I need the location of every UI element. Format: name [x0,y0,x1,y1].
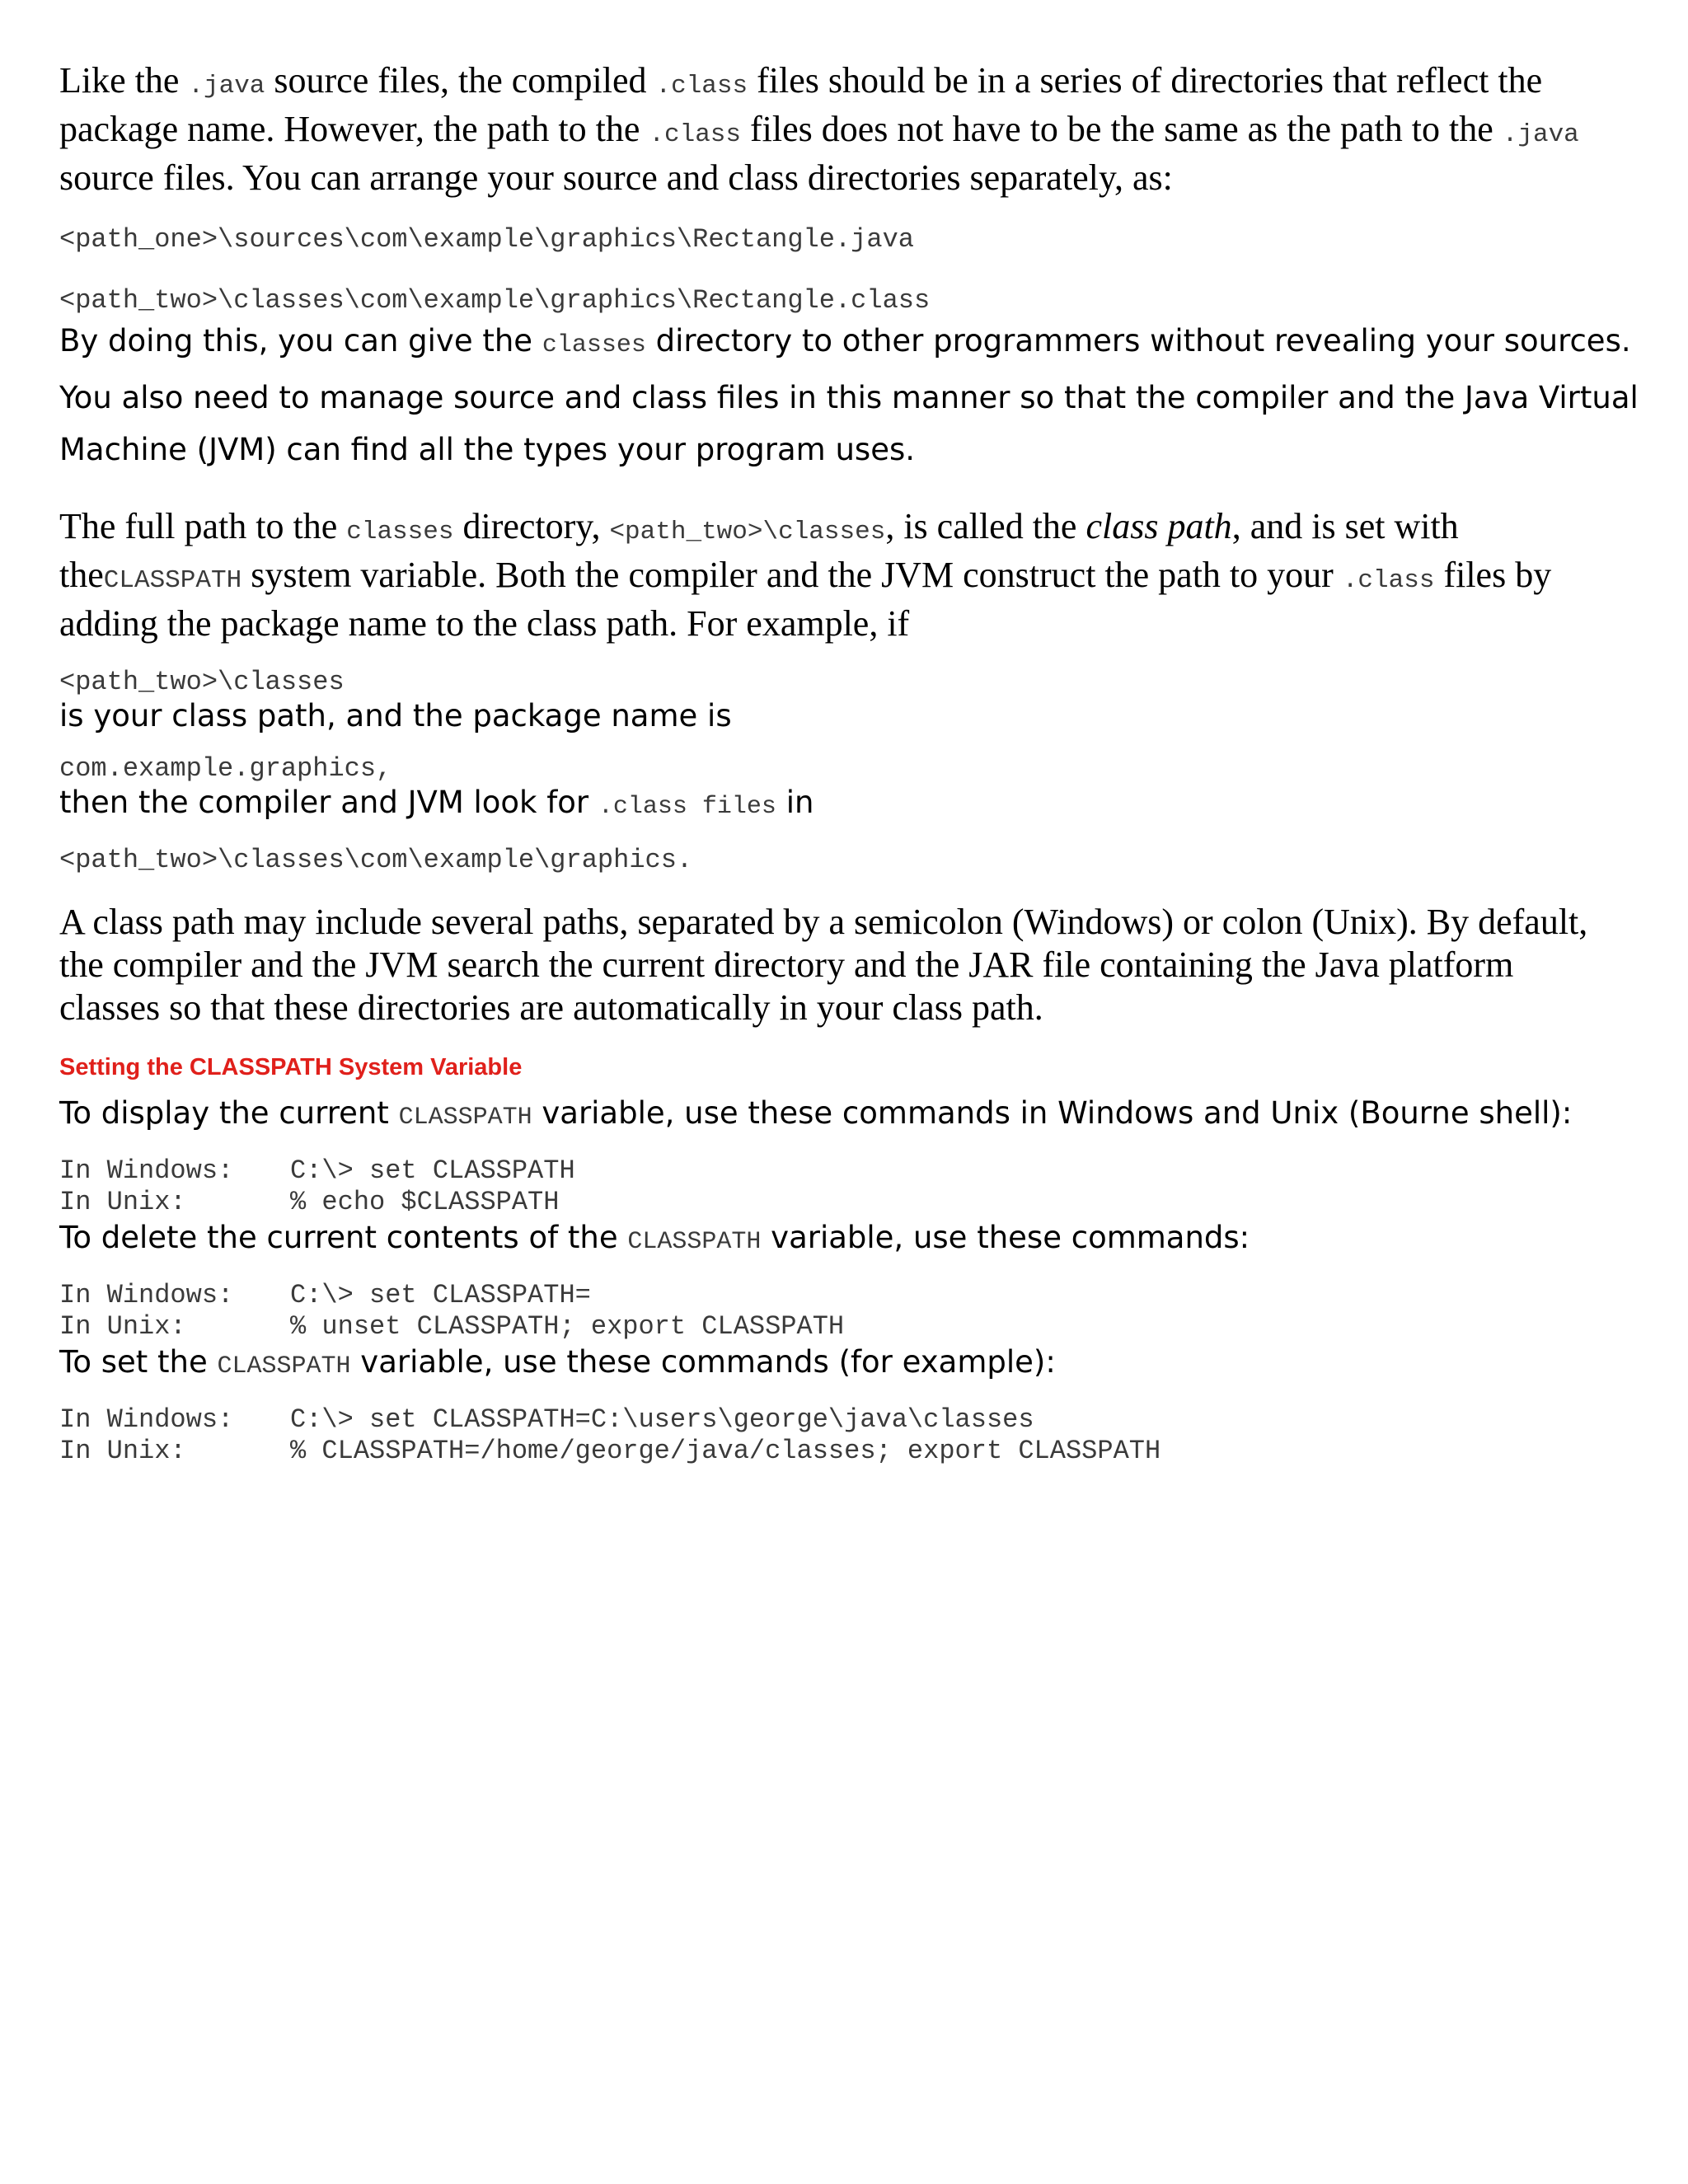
command-text: C:\> set CLASSPATH [290,1155,575,1186]
classes-directory-paragraph: By doing this, you can give the classes directory to other programmers without revealing your sources. You also need to manage source and class files in this manner so that the compiler and the Java Virtual Machine (JVM) can find all the types your program uses. [59,323,1639,467]
class-path-term: class path [1085,506,1232,546]
package-name-sentence: is your class path, and the package name is [59,698,732,733]
class-path-paragraph: The full path to the classes directory, <path_two>\classes, is called the class path, and is set with theCLASSPATH system variable. Both the compiler and the JVM construct the path to your .class files by adding the package name to the class path. For example, if [59,506,1552,644]
command-row: In Windows: C:\> set CLASSPATH=C:\users\george\java\classes [59,1404,1034,1435]
inline-code: .class files [598,793,776,821]
delete-intro: To delete the current contents of the CLASSPATH variable, use these commands: [59,1220,1250,1256]
lookup-sentence: then the compiler and JVM look for .class files in [59,785,814,821]
code-package-example: com.example.graphics, [59,753,392,784]
command-text: C:\> set CLASSPATH= [290,1280,591,1310]
code-path-sources: <path_one>\sources\com\example\graphics\Rectangle.java [59,224,914,255]
inline-code: <path_two>\classes [609,518,886,546]
inline-code: .java [1502,120,1579,149]
inline-code: .class [1342,566,1435,595]
command-text: C:\> set CLASSPATH=C:\users\george\java\classes [290,1404,1034,1435]
command-text: % CLASSPATH=/home/george/java/classes; export CLASSPATH [290,1436,1161,1466]
delete-commands [59,1280,1642,1343]
inline-code: .class [649,120,742,149]
set-intro: To set the CLASSPATH variable, use these commands (for example): [59,1344,1056,1380]
inline-code: classes [542,331,646,359]
command-text: % echo $CLASSPATH [290,1187,560,1217]
set-commands [59,1404,1642,1467]
section-heading: Setting the CLASSPATH System Variable [59,1054,523,1080]
command-text: % unset CLASSPATH; export CLASSPATH [290,1311,845,1342]
inline-code: CLASSPATH [217,1352,351,1380]
command-row: In Windows: C:\> set CLASSPATH [59,1155,575,1186]
inline-code: .class [655,72,748,101]
code-lookup-path: <path_two>\classes\com\example\graphics. [59,845,693,875]
intro-paragraph: Like the .java source files, the compiled .class files should be in a series of directories that reflect the package name. However, the path to the .class files does not have to be the same as the path to the .java source files. You can arrange your source and class directories separately, as: [59,60,1579,198]
display-commands [59,1155,1642,1218]
command-row: In Unix: % CLASSPATH=/home/george/java/classes; export CLASSPATH [59,1436,1161,1466]
multiple-paths-paragraph: A class path may include several paths, separated by a semicolon (Windows) or colon (Unix). By default, the compiler and the JVM search the current directory and the JAR file containing the Java platform classes so that these directories are automatically in your class path. [59,902,1588,1028]
code-path-classes: <path_two>\classes\com\example\graphics\Rectangle.class [59,285,931,316]
inline-code: classes [346,518,454,546]
display-intro: To display the current CLASSPATH variable, use these commands in Windows and Unix (Bourne shell): [59,1095,1573,1132]
inline-code: .java [188,72,265,101]
command-row: In Unix: % echo $CLASSPATH [59,1187,560,1217]
inline-code: CLASSPATH [398,1104,532,1132]
inline-code: CLASSPATH [627,1228,762,1256]
command-row: In Unix: % unset CLASSPATH; export CLASSPATH [59,1311,845,1342]
command-row: In Windows: C:\> set CLASSPATH= [59,1280,591,1310]
document-page [59,59,1642,1467]
code-classpath-example: <path_two>\classes [59,667,345,697]
inline-code: CLASSPATH [103,566,242,595]
